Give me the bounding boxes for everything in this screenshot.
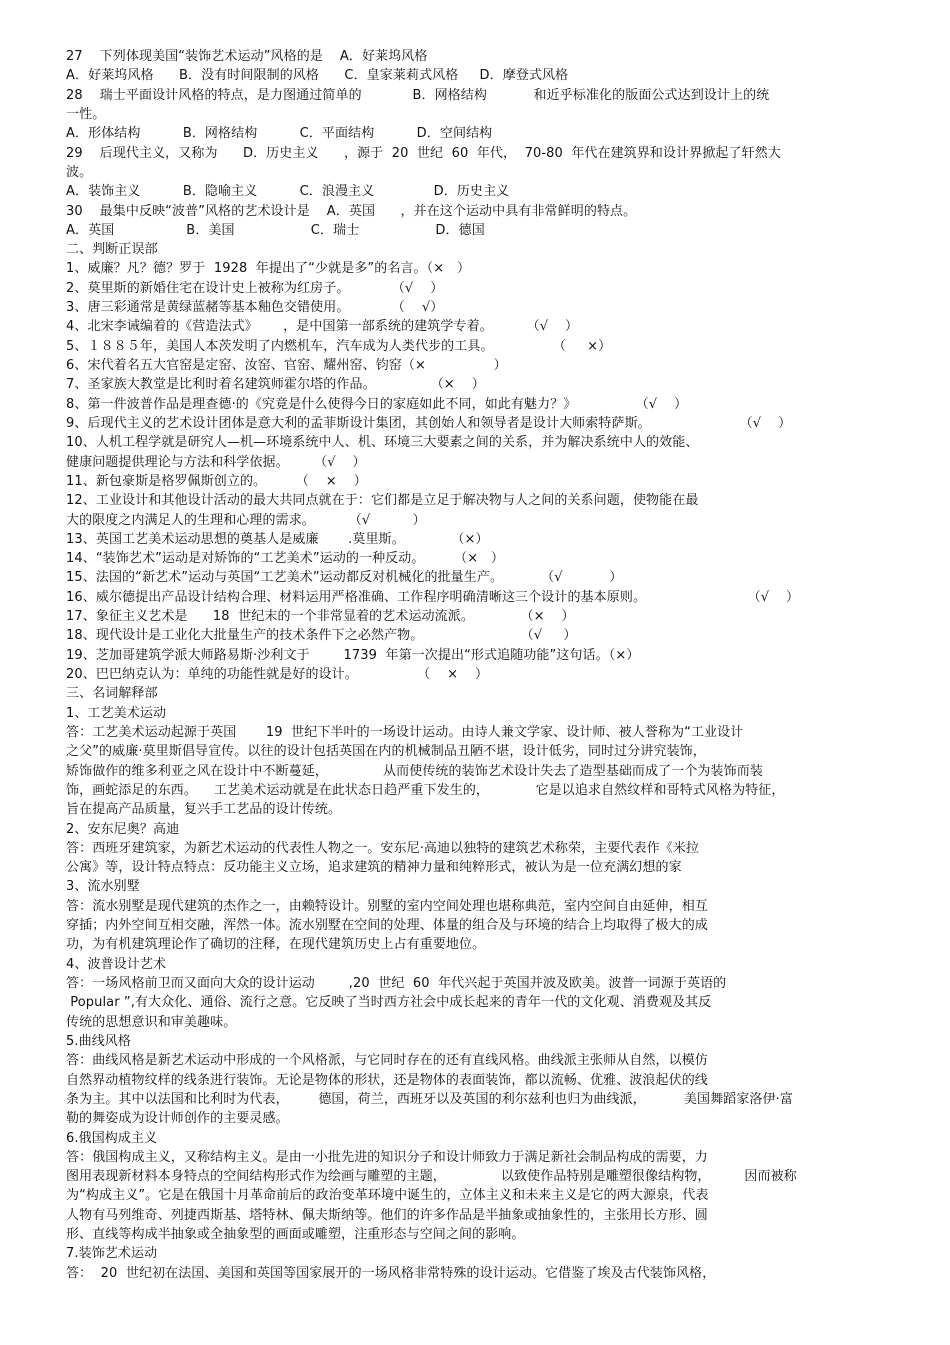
text-line: 答：一场风格前卫而又面向大众的设计运动 ,20 世纪 60 年代兴起于英国并波及欧美。波普一词源于英语的 [66, 976, 727, 991]
text-line: 公寓》等，设计特点特点：反功能主义立场，追求建筑的精神力量和纯粹形式，被认为是一位充满幻想的家 [66, 860, 682, 876]
text-line: 形、直线等构成半抽象或全抽象型的画面或雕塑，注重形态与空间之间的影响。 [66, 1227, 525, 1243]
text-line: 12、工业设计和其他设计活动的最大共同点就在于：它们都是立足于解决物与人之间的关系问题，使物能在最 [66, 493, 699, 509]
text-line: 答：流水别墅是现代建筑的杰作之一，由赖特设计。别墅的室内空间处理也堪称典范，室内空间自由延伸，相互 [66, 898, 708, 914]
text-line: 5、１８８５年，美国人本茨发明了内燃机车，汽车成为人类代步的工具。 （ ×） [66, 338, 612, 354]
text-line: 三、名词解释部 [66, 686, 158, 702]
text-line: 大的限度之内满足人的生理和心理的需求。 （√ ） [66, 512, 426, 528]
text-line: 一性。 [66, 106, 106, 122]
text-line: 7、圣家族大教堂是比利时着名建筑师霍尔塔的作品。 （× ） [66, 377, 485, 393]
text-line: 人物有马列维奇、列捷西斯基、塔特林、佩夫斯纳等。他们的许多作品是半抽象或抽象性的，主张用长方形、圆 [66, 1207, 708, 1223]
text-line: 13、英国工艺美术运动思想的奠基人是威廉 .莫里斯。 （×） [66, 531, 489, 547]
text-line: 功，为有机建筑理论作了确切的注释，在现代建筑历史上占有重要地位。 [66, 937, 486, 953]
text-line: 饰，画蛇添足的东西。 工艺美术运动就是在此状态日趋严重下发生的， 它是以追求自然纹样和哥特式风格为特征， [66, 782, 785, 798]
text-line: Popular ”,有大众化、通俗、流行之意。它反映了当时西方社会中成长起来的青年一代的文化观、消费观及其反 [66, 995, 712, 1011]
text-line: 17、象征主义艺术是 18 世纪末的一个非常显着的艺术运动流派。 （× ） [66, 609, 575, 625]
text-line: 2、安东尼奥？高迪 [66, 821, 180, 837]
text-line: 16、威尔德提出产品设计结构合理、材料运用严格准确、工作程序明确清晰这三个设计的基本原则。 （√ ） [66, 589, 800, 605]
text-line: 7.装饰艺术运动 [66, 1246, 158, 1262]
text-line: 为“构成主义”。它是在俄国十月革命前后的政治变革环境中诞生的，立体主义和未来主义是它的两大源泉，代表 [66, 1188, 709, 1204]
text-line: 5.曲线风格 [66, 1033, 132, 1049]
text-line: 3、唐三彩通常是黄绿蓝赭等基本釉色交错使用。 （ √） [66, 300, 444, 316]
text-line: 3、流水别墅 [66, 879, 140, 895]
text-line: A．形体结构 B．网格结构 C．平面结构 D．空间结构 [66, 126, 493, 142]
text-line: 11、新包豪斯是格罗佩斯创立的。 （ × ） [66, 473, 367, 489]
text-line: 28 瑞士平面设计风格的特点，是力图通过简单的 B．网格结构 和近乎标准化的版面公式达到设计上的统 [66, 87, 770, 103]
text-line: 自然界动植物纹样的线条进行装饰。无论是物体的形状，还是物体的表面装饰，都以流畅、优雅、波浪起伏的线 [66, 1072, 708, 1088]
text-line: 答：曲线风格是新艺术运动中形成的一个风格派，与它同时存在的还有直线风格。曲线派主张师从自然，以模仿 [66, 1053, 708, 1069]
text-line: 27 下列体现美国“装饰艺术运动”风格的是 A．好莱坞风格 [66, 49, 428, 64]
text-line: 传统的思想意识和审美趣味。 [66, 1014, 237, 1030]
text-line: 之父”的威廉·莫里斯倡导宣传。以往的设计包括英国在内的机械制品丑陋不堪，设计低劣，同时过分讲究装饰， [66, 744, 706, 760]
text-line: 29 后现代主义，又称为 D．历史主义 ，源于 20 世纪 60 年代， 70-80 年代在建筑界和设计界掀起了轩然大 [66, 145, 781, 161]
text-line: A．英国 B．美国 C．瑞士 D．德国 [66, 222, 485, 238]
text-line: 二、判断正误部 [66, 242, 158, 258]
text-line: 15、法国的“新艺术”运动与英国“工艺美术”运动都反对机械化的批量生产。 （√ ） [66, 570, 623, 586]
text-line: 条为主。其中以法国和比利时为代表， 德国，荷兰，西班牙以及英国的利尔兹利也归为曲线派， 美国舞蹈家洛伊·富 [66, 1091, 793, 1107]
text-line: 14、“装饰艺术”运动是对矫饰的“工艺美术”运动的一种反动。 （× ） [66, 551, 504, 567]
text-line: 1、工艺美术运动 [66, 705, 167, 721]
text-line: A．好莱坞风格 B．没有时间限制的风格 C．皇家莱莉式风格 D．摩登式风格 [66, 68, 569, 84]
text-line: 图用表现新材料本身特点的空间结构形式作为绘画与雕塑的主题， 以致使作品特别是雕塑很像结构物， 因而被称 [66, 1169, 797, 1185]
text-line: 20、巴巴纳克认为：单纯的功能性就是好的设计。 （ × ） [66, 667, 489, 682]
text-line: 答：工艺美术运动起源于英国 19 世纪下半叶的一场设计运动。由诗人兼文学家、设计师、被人誉称为“工业设计 [66, 724, 744, 740]
text-line: 1、威廉？凡？德？罗于 1928 年提出了“少就是多”的名言。（× ） [66, 261, 471, 277]
text-line: 穿插；内外空间互相交融，浑然一体。流水别墅在空间的处理、体量的组合及与环境的结合上均取得了极大的成 [66, 918, 708, 934]
text-line: 勒的舞姿成为设计师创作的主要灵感。 [66, 1111, 289, 1127]
text-line: 旨在提高产品质量，复兴手工艺品的设计传统。 [66, 802, 342, 818]
text-line: 18、现代设计是工业化大批量生产的技术条件下之必然产物。 （√ ） [66, 628, 577, 644]
text-line: 19、芝加哥建筑学派大师路易斯·沙利文于 1739 年第一次提出“形式追随功能”这句话。（×） [66, 647, 640, 663]
text-line: 6、宋代着名五大官窑是定窑、汝窑、官窑、耀州窑、钧窑（× ） [66, 358, 507, 373]
text-line: 波。 [66, 164, 93, 180]
text-line: 矫饰做作的维多利亚之风在设计中不断蔓延， 从而使传统的装饰艺术设计失去了造型基础而成了一个为装饰而装 [66, 763, 763, 779]
text-line: 4、波普设计艺术 [66, 956, 167, 972]
text-line: A．装饰主义 B．隐喻主义 C．浪漫主义 D．历史主义 [66, 184, 510, 200]
text-line: 9、后现代主义的艺术设计团体是意大利的孟菲斯设计集团，其创始人和领导者是设计大师索特萨斯。 （√ ） [66, 415, 792, 431]
text-line: 答：俄国构成主义，又称结构主义。是由一小批先进的知识分子和设计师致力于满足新社会制品构成的需要，力 [66, 1149, 708, 1165]
text-line: 2、莫里斯的新婚住宅在设计史上被称为红房子。 （√ ） [66, 280, 444, 296]
text-line: 8、第一件波普作品是理查德·的《究竟是什么使得今日的家庭如此不同，如此有魅力？》 （√ ） [66, 396, 688, 412]
text-line: 30 最集中反映“波普”风格的艺术设计是 A．英国 ，并在这个运动中具有非常鲜明的特点。 [66, 203, 637, 219]
text-line: 答：西班牙建筑家，为新艺术运动的代表性人物之一。安东尼·高迪以独特的建筑艺术称荣，主要代表作《米拉 [66, 840, 700, 856]
text-line: 6.俄国构成主义 [66, 1130, 158, 1146]
text-line: 答： 20 世纪初在法国、美国和英国等国家展开的一场风格非常特殊的设计运动。它借鉴了埃及古代装饰风格， [66, 1265, 716, 1281]
text-line: 健康问题提供理论与方法和科学依据。 （√ ） [66, 454, 366, 470]
text-line: 10、人机工程学就是研究人—机—环境系统中人、机、环境三大要素之间的关系，并为解决系统中人的效能、 [66, 435, 699, 451]
text-line: 4、北宋李诫编着的《营造法式》 ，是中国第一部系统的建筑学专着。 （√ ） [66, 319, 579, 335]
